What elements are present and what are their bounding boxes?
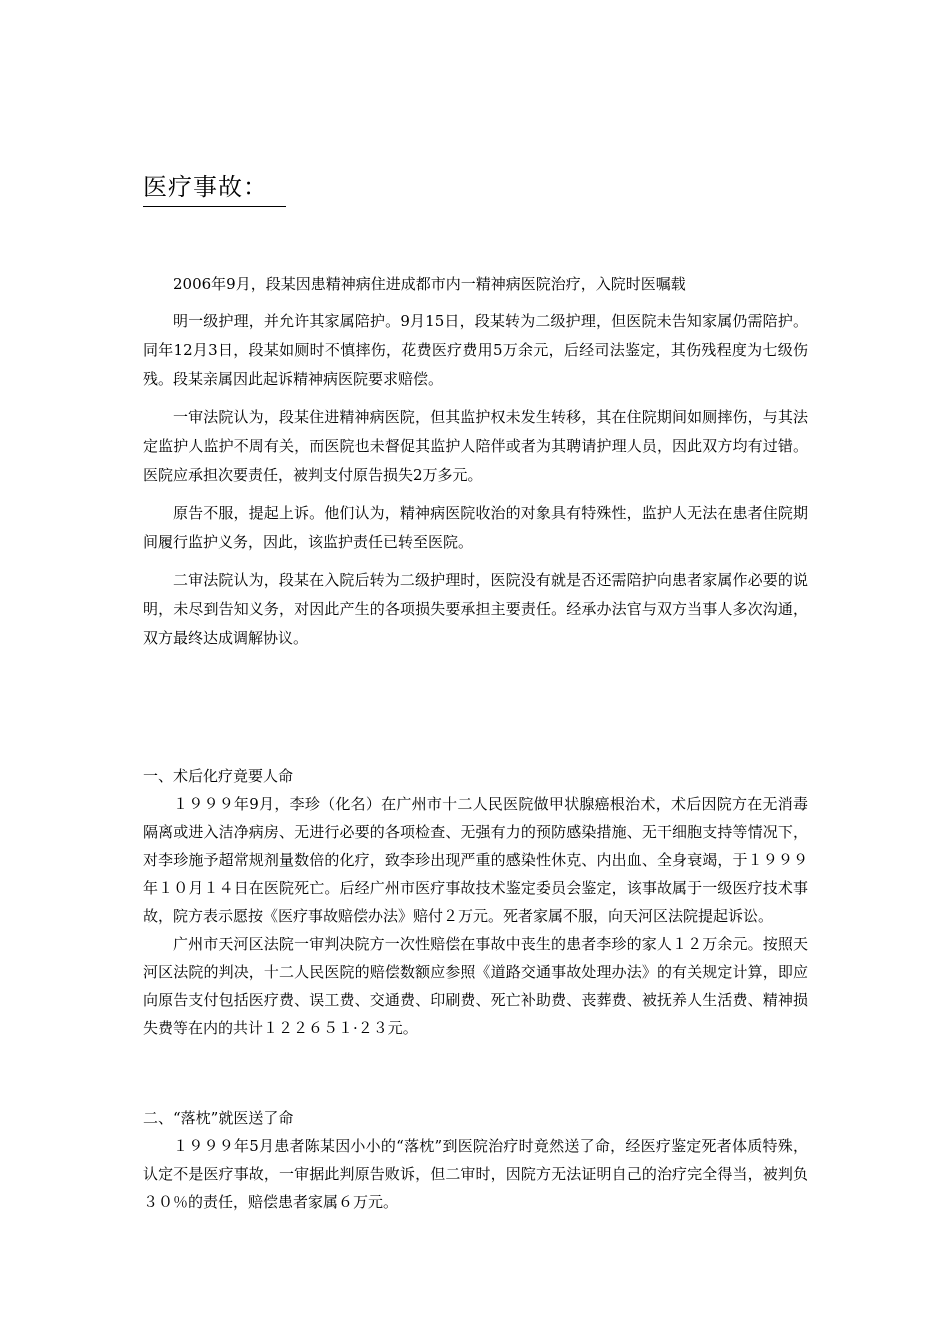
case3-paragraph-1: １９９９年5月患者陈某因小小的“落枕”到医院治疗时竟然送了命，经医疗鉴定死者体质特殊，认定不是医疗事故，一审据此判原告败诉，但二审时，因院方无法证明自己的治疗完全得当，被判负３０％的责任，赔偿患者家属６万元。	[143, 1137, 808, 1211]
page-title: 医疗事故：	[143, 170, 286, 207]
case1-paragraph-1-continued: 明一级护理，并允许其家属陪护。9月15日，段某转为二级护理，但医院未告知家属仍需陪护。同年12月3日，段某如厕时不慎摔伤，花费医疗费用5万余元，后经司法鉴定，其伤残程度为七级伤残。段某亲属因此起诉精神病医院要求赔偿。	[143, 312, 808, 388]
case-stiff-neck	[143, 1104, 808, 1216]
case3-heading: 二、“落枕”就医送了命	[143, 1109, 294, 1127]
case1-paragraph-1-first-line: 2006年9月，段某因患精神病住进成都市内一精神病医院治疗，入院时医嘱载	[173, 275, 686, 293]
case1-paragraph-4: 二审法院认为，段某在入院后转为二级护理时，医院没有就是否还需陪护向患者家属作必要的说明，未尽到告知义务，对因此产生的各项损失要承担主要责任。经承办法官与双方当事人多次沟通，双方最终达成调解协议。	[143, 571, 808, 647]
case2-paragraph-1: １９９９年9月，李珍（化名）在广州市十二人民医院做甲状腺癌根治术，术后因院方在无消毒隔离或进入洁净病房、无进行必要的各项检查、无强有力的预防感染措施、无干细胞支持等情况下，对李珍施予超常规剂量数倍的化疗，致李珍出现严重的感染性休克、内出血、全身衰竭，于１９９９年１０月１４日在医院死亡。后经广州市医疗事故技术鉴定委员会鉴定，该事故属于一级医疗技术事故，院方表示愿按《医疗事故赔偿办法》赔付２万元。死者家属不服，向天河区法院提起诉讼。	[143, 795, 808, 925]
case-postoperative-chemotherapy	[143, 762, 808, 1042]
case2-heading: 一、术后化疗竟要人命	[143, 767, 294, 785]
case1-paragraph-2: 一审法院认为，段某住进精神病医院，但其监护权未发生转移，其在住院期间如厕摔伤，与其法定监护人监护不周有关，而医院也未督促其监护人陪伴或者为其聘请护理人员，因此双方均有过错。医院应承担次要责任，被判支付原告损失2万多元。	[143, 408, 808, 484]
case-psychiatric-hospital	[143, 270, 808, 662]
case2-paragraph-2: 广州市天河区法院一审判决院方一次性赔偿在事故中丧生的患者李珍的家人１２万余元。按照天河区法院的判决，十二人民医院的赔偿数额应参照《道路交通事故处理办法》的有关规定计算，即应向原告支付包括医疗费、误工费、交通费、印刷费、死亡补助费、丧葬费、被抚养人生活费、精神损失费等在内的共计１２２６５１·２３元。	[143, 935, 808, 1037]
case1-paragraph-3: 原告不服，提起上诉。他们认为，精神病医院收治的对象具有特殊性，监护人无法在患者住院期间履行监护义务，因此，该监护责任已转至医院。	[143, 504, 808, 551]
